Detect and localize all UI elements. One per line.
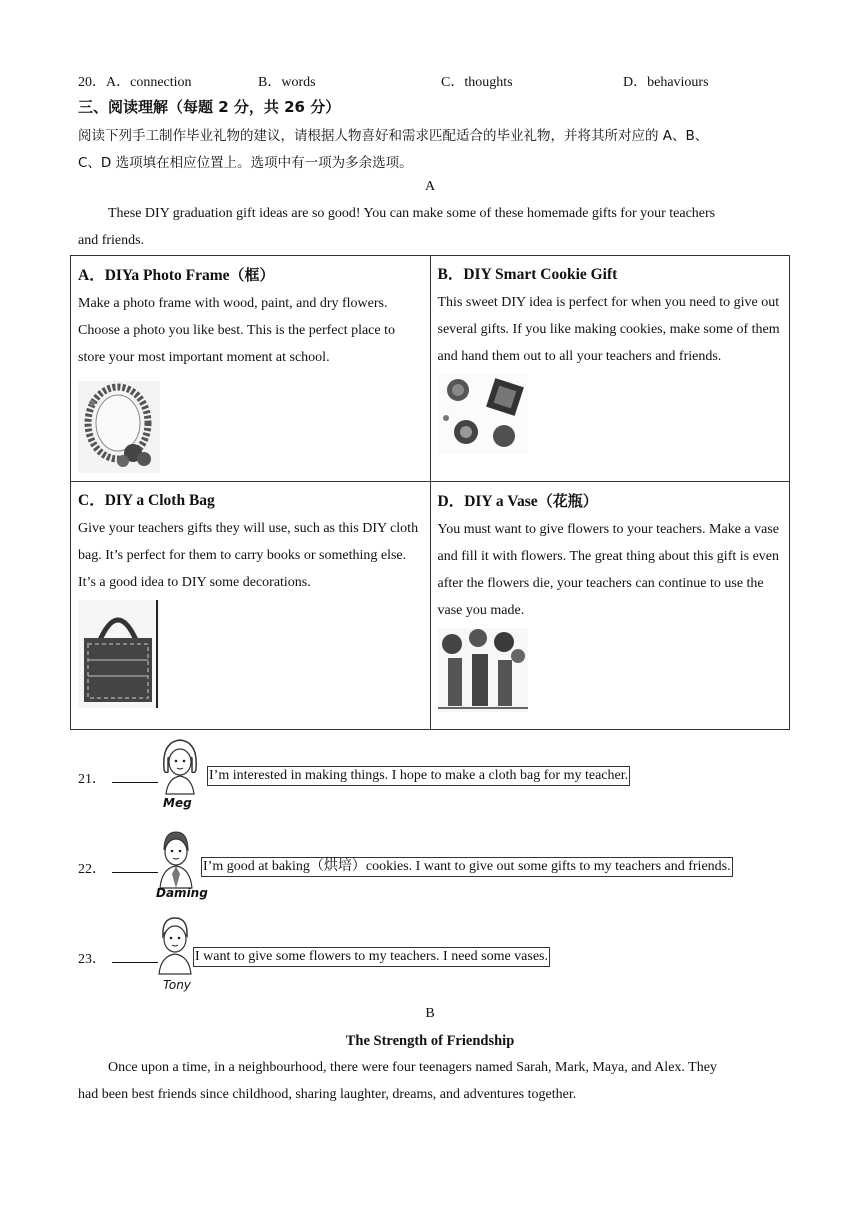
gift-d-title-row [438, 487, 783, 516]
gift-cell-a [71, 256, 431, 482]
vase-image [438, 628, 528, 712]
gift-d-body: You must want to give flowers to your teachers. Make a vase and fill it with flowers. The great thing about this gift is even after the flowers die, your teachers can continue to use the vase you made. [437, 522, 780, 618]
daming-avatar [154, 828, 198, 890]
gift-c-title: C．DIY a Cloth Bag [78, 492, 215, 509]
q20-option-a: A．connection [106, 75, 192, 90]
gift-cell-d [430, 482, 790, 730]
daming-name-label: Daming [156, 886, 208, 900]
tony-name-label: Tony [163, 978, 191, 992]
part-a-intro-line-1: These DIY graduation gift ideas are so good! You can make some of these homemade gifts for your teachers [108, 206, 716, 221]
gift-b-body: This sweet DIY idea is perfect for when you need to give out several gifts. If you like making cookies, make some of them and hand them out to all your teachers and friends. [437, 295, 780, 364]
part-b-para-line-1: Once upon a time, in a neighbourhood, there were four teenagers named Sarah, Mark, Maya, and Alex. They [108, 1060, 717, 1075]
part-b-para-line-2: had been best friends since childhood, sharing laughter, dreams, and adventures together. [78, 1087, 577, 1102]
part-b-title: The Strength of Friendship [345, 1033, 515, 1049]
q22-number: 22． [78, 862, 106, 877]
gift-a-title: A．DIYa Photo Frame [78, 267, 230, 284]
gift-b-title: B．DIY Smart Cookie Gift [437, 266, 618, 283]
instructions-line-2: C、D 选项填在相应位置上。选项中有一项为多余选项。 [78, 155, 413, 171]
q21-answer-blank[interactable] [112, 770, 158, 783]
meg-name-label: Meg [163, 796, 192, 810]
q20-option-c: C．thoughts [441, 75, 513, 90]
gift-cell-b [430, 256, 790, 482]
q23-speech-bubble: I want to give some flowers to my teachers. I need some vases. [193, 947, 550, 967]
gift-d-title-cn: （花瓶） [537, 492, 598, 510]
question-23 [78, 948, 158, 968]
instructions-line-1: 阅读下列手工制作毕业礼物的建议，请根据人物喜好和需求匹配适合的毕业礼物，并将其所对应的 A、B、 [78, 128, 709, 144]
gift-cell-c [71, 482, 431, 730]
gift-d-title: D．DIY a Vase [437, 493, 538, 510]
cloth-bag-image [78, 600, 160, 708]
gift-c-body: Give your teachers gifts they will use, such as this DIY cloth bag. It’s perfect for them to carry books or something else. It’s a good idea to DIY some decorations. [78, 521, 419, 590]
part-b-label: B [425, 1006, 435, 1021]
q23-answer-blank[interactable] [112, 950, 158, 963]
q20-option-d: D．behaviours [623, 75, 709, 90]
photo-frame-image [78, 381, 160, 473]
question-21 [78, 768, 158, 788]
gift-a-body: Make a photo frame with wood, paint, and dry flowers. Choose a photo you like best. This is the perfect place to store your most important moment at school. [78, 296, 396, 365]
gift-a-title-cn: （框） [229, 266, 275, 284]
q21-number: 21． [78, 772, 106, 787]
q21-speech-bubble: I’m interested in making things. I hope to make a cloth bag for my teacher. [207, 766, 630, 786]
gift-options-table [70, 255, 790, 730]
q22-answer-blank[interactable] [112, 860, 158, 873]
gift-a-title-row [78, 261, 423, 290]
q20-number-option-a [78, 71, 192, 91]
part-a-label: A [424, 179, 436, 194]
tony-avatar [154, 914, 196, 976]
cookies-image [438, 374, 528, 454]
q20-option-b: B．words [258, 75, 316, 90]
q23-number: 23． [78, 952, 106, 967]
q20-number: 20． [78, 75, 106, 90]
q22-speech-bubble: I’m good at baking（烘培）cookies. I want to give out some gifts to my teachers and friends. [201, 857, 733, 877]
part-a-intro-line-2: and friends. [78, 233, 145, 248]
section-heading: 三、阅读理解（每题 2 分，共 26 分） [78, 98, 341, 116]
question-22 [78, 858, 158, 878]
